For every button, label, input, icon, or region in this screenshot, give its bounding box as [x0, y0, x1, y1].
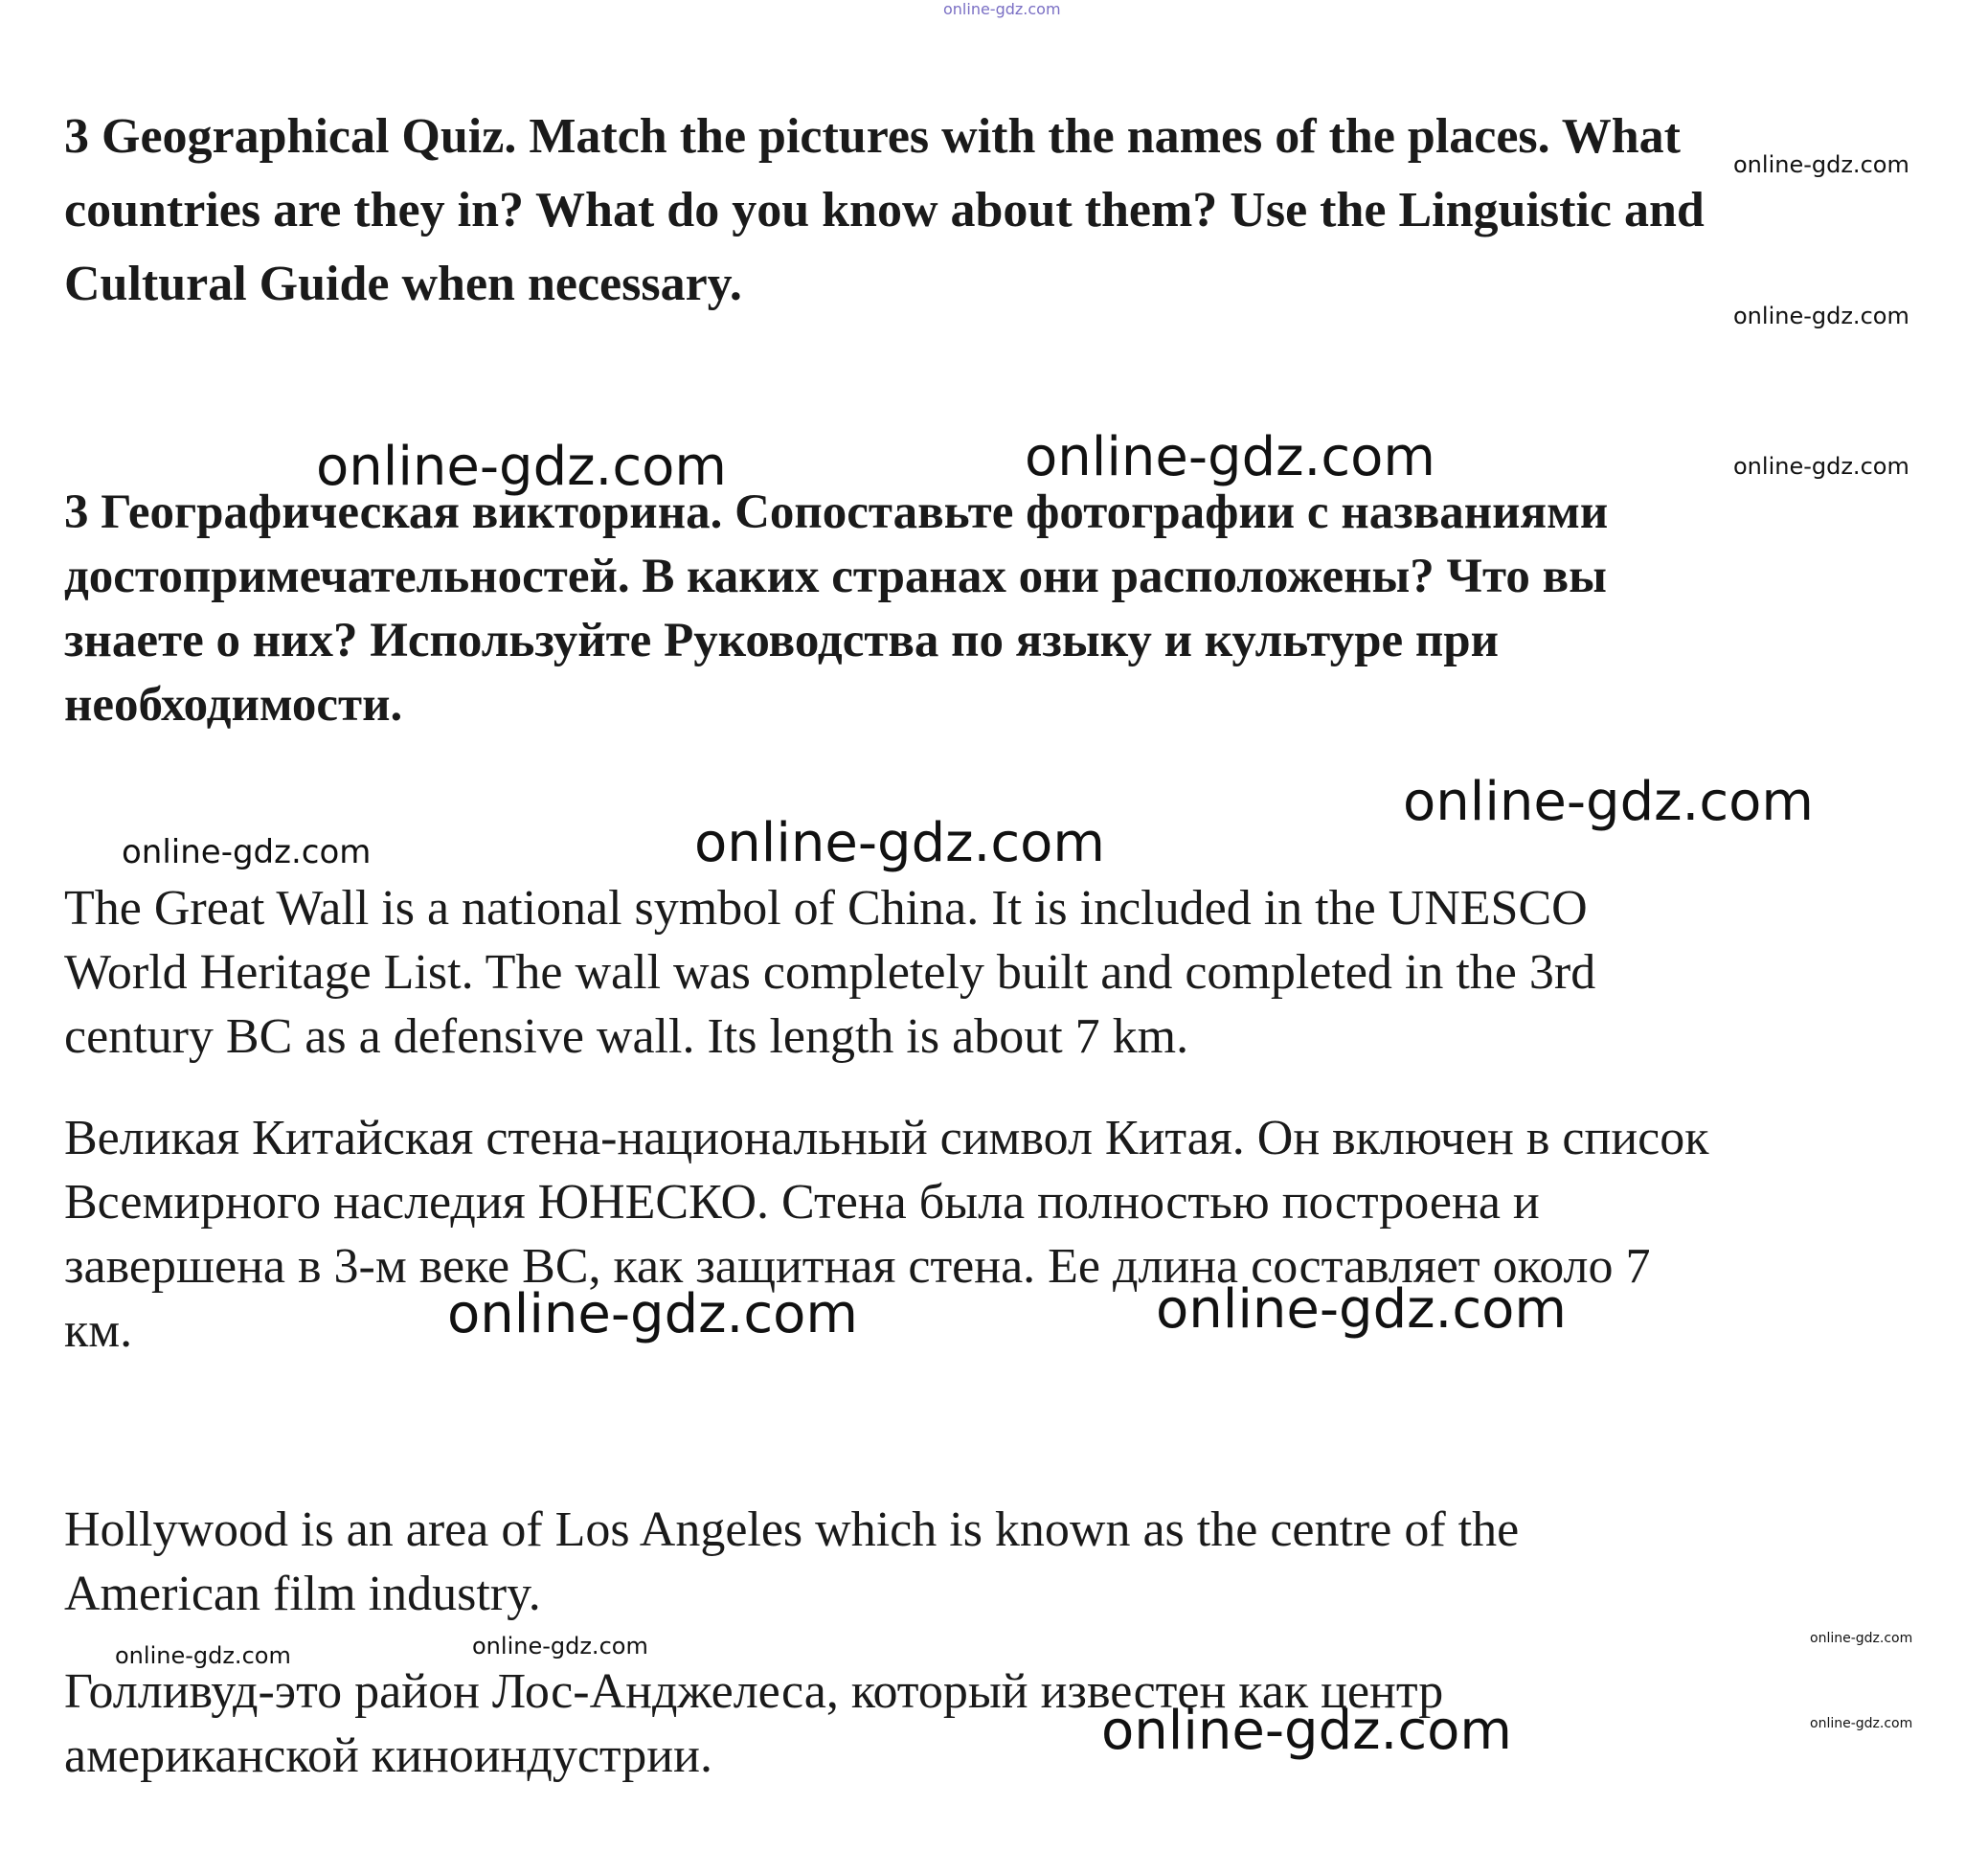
watermark-large-2: online-gdz.com — [1025, 426, 1435, 488]
watermark-small-1: online-gdz.com — [115, 1642, 291, 1669]
watermark-heading-right-3: online-gdz.com — [1733, 453, 1909, 480]
great-wall-paragraph-english: The Great Wall is a national symbol of China. It is included in the UNESCO World Heritage List. The wall was completely built and completed in the 3rd century BC as a defensive wall. Its length is about 7 km. — [64, 881, 1596, 1064]
watermark-tiny-1: online-gdz.com — [1810, 1631, 1913, 1646]
watermark-top: online-gdz.com — [943, 0, 1061, 18]
task-heading-english: 3 Geographical Quiz. Match the pictures with the names of the places. What countries are they in? What do you know about them? Use the Linguistic and Cultural Guide when necessary. — [64, 109, 1705, 311]
watermark-large-6: online-gdz.com — [1156, 1278, 1567, 1341]
watermark-small-2: online-gdz.com — [472, 1633, 648, 1660]
watermark-large-5: online-gdz.com — [447, 1283, 858, 1345]
task-heading-russian: 3 Географическая викторина. Сопоставьте фотографии с названиями достопримечательностей. В каких странах они расположены? Что вы знаете о них? Используйте Руководства по языку и культуре при необходимости. — [64, 485, 1609, 732]
watermark-heading-right-1: online-gdz.com — [1733, 151, 1909, 178]
great-wall-paragraph-russian: Великая Китайская стена-национальный символ Китая. Он включен в список Всемирного наследия ЮНЕСКО. Стена была полностью построена и завершена в 3-м веке ВС, как защитная стена. Ее длина составляет около 7 км. — [64, 1111, 1709, 1358]
watermark-medium-1: online-gdz.com — [122, 833, 372, 871]
watermark-large-7: online-gdz.com — [1101, 1700, 1512, 1762]
watermark-heading-right-2: online-gdz.com — [1733, 303, 1909, 329]
watermark-large-1: online-gdz.com — [316, 436, 727, 498]
watermark-tiny-2: online-gdz.com — [1810, 1716, 1913, 1731]
watermark-large-4: online-gdz.com — [694, 812, 1105, 874]
hollywood-paragraph-english: Hollywood is an area of Los Angeles which is known as the centre of the American film industry. — [64, 1502, 1520, 1621]
hollywood-paragraph-russian: Голливуд-это район Лос-Анджелеса, который известен как центр американской киноиндустрии. — [64, 1664, 1444, 1783]
watermark-large-3: online-gdz.com — [1403, 771, 1814, 833]
